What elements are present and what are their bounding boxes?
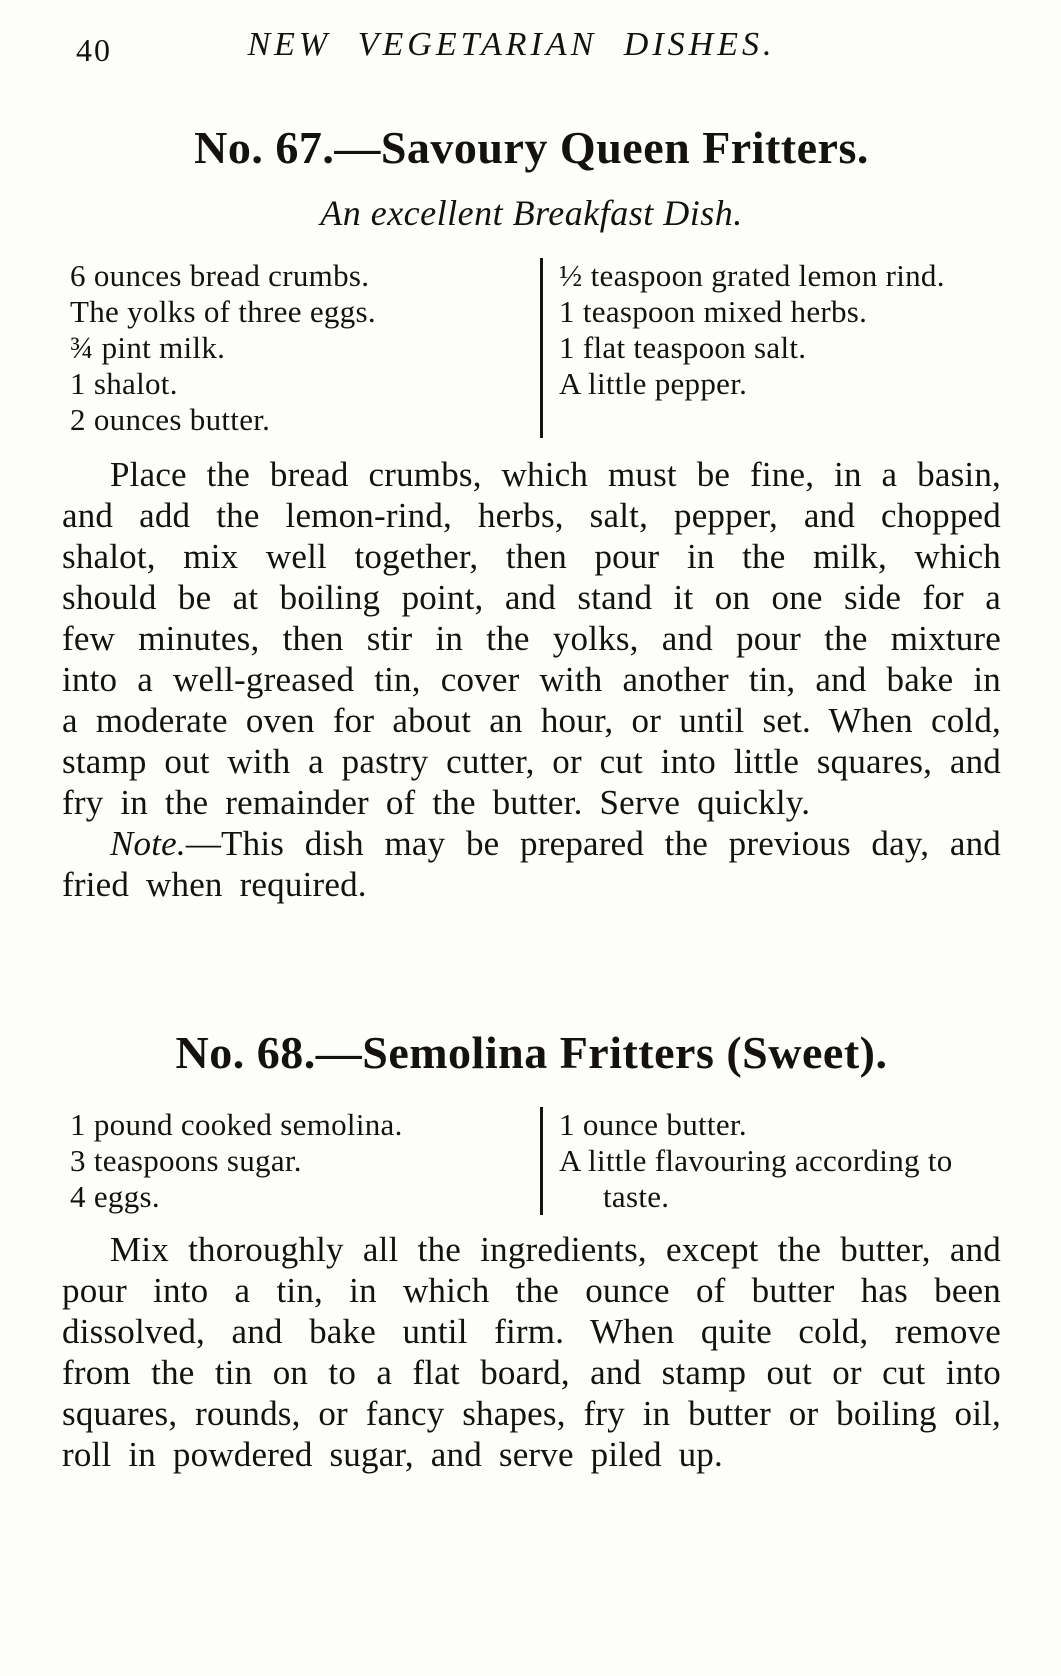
ingredient-item: 1 flat teaspoon salt. [559,330,807,365]
ingredient-item: ¾ pint milk. [70,330,226,365]
ingredient-item: A little flavouring according to taste. [559,1143,953,1214]
recipe-68-title: No. 68.—Semolina Fritters (Sweet). [175,1027,888,1078]
page-header [62,26,1001,74]
ingredient-item: The yolks of three eggs. [70,294,376,329]
recipe-67-body-paragraph: Place the bread crumbs, which must be fine, in a basin, and add the lemon-rind, herbs, salt, pepper, and chopped shalot, mix well together, then pour in the milk, which should be at boiling point, and stand it on one side for a few minutes, then stir in the yolks, and pour the mixture into a well-greased tin, cover with another tin, and bake in a moderate oven for about an hour, or until set. When cold, stamp out with a pastry cutter, or cut into little squares, and fry in the remainder of the butter. Serve quickly. [62,455,1001,822]
recipe-67-note-paragraph [62,823,1001,905]
recipe-68-ingredients-left-column [62,1107,540,1215]
note-text: —This dish may be prepared the previous day, and fried when required. [62,824,1001,904]
ingredient-item: 4 eggs. [70,1179,160,1214]
ingredient-item: ½ teaspoon grated lemon rind. [559,258,945,293]
ingredient-item: 1 ounce butter. [559,1107,747,1142]
recipe-67-subtitle: An excellent Breakfast Dish. [320,193,743,233]
ingredient-item: 6 ounces bread crumbs. [70,258,370,293]
recipe-68-body-paragraph: Mix thoroughly all the ingredients, except the butter, and pour into a tin, in which the ounce of butter has been dissolved, and bake until firm. When quite cold, remove from the tin on to a flat board, and stamp out or cut into squares, rounds, or fancy shapes, fry in butter or boiling oil, roll in powdered sugar, and serve piled up. [62,1230,1001,1474]
ingredient-item: 1 pound cooked semolina. [70,1107,403,1142]
recipe-67-title: No. 67.—Savoury Queen Fritters. [194,122,869,173]
ingredient-item: 1 shalot. [70,366,178,401]
ingredient-item: 3 teaspoons sugar. [70,1143,302,1178]
page-number: 40 [76,32,112,68]
recipe-67-ingredients-left-column [62,258,540,438]
ingredient-item: 1 teaspoon mixed herbs. [559,294,868,329]
note-label: Note. [110,824,186,863]
ingredient-item: 2 ounces butter. [70,402,271,437]
recipe-67-ingredients-right-column [543,258,1001,438]
recipe-68-ingredients-right-column [543,1107,1001,1215]
ingredient-item: A little pepper. [559,366,748,401]
recipe-67-ingredients [62,258,1001,438]
running-title: NEW VEGETARIAN DISHES. [247,26,776,63]
recipe-68-ingredients [62,1107,1001,1215]
